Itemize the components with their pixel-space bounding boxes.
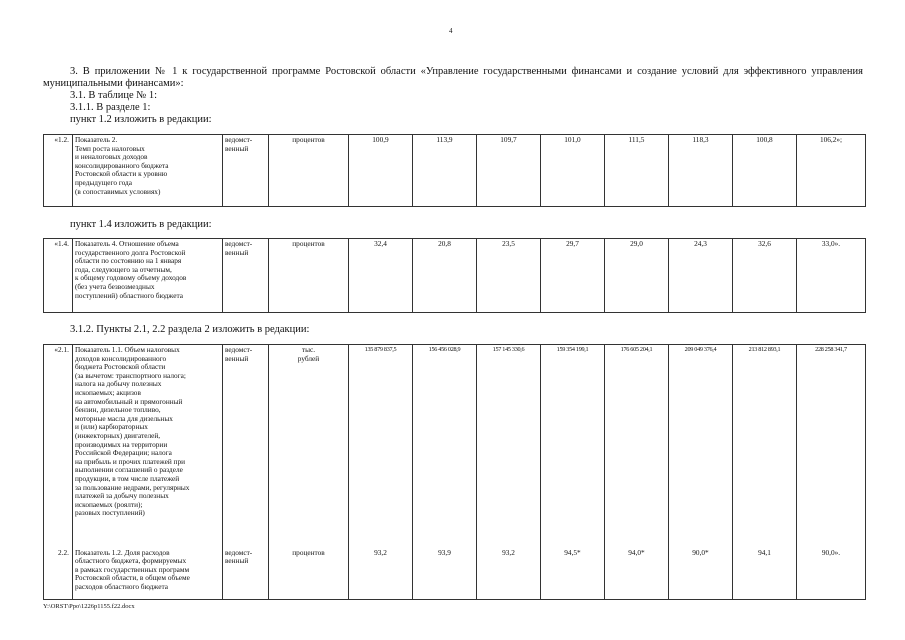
value-cell: 93,9 <box>413 548 477 600</box>
value-cell: 23,5 <box>477 239 541 313</box>
value-cell: 101,0 <box>541 135 605 207</box>
value-cell: 94,1 <box>733 548 797 600</box>
indicator-unit: процентов <box>269 548 349 600</box>
value-cell: 209 049 376,4 <box>669 345 733 548</box>
paragraph-3-1-2: 3.1.2. Пункты 2.1, 2.2 раздела 2 изложить в редакции: <box>70 324 310 335</box>
value-cell: 90,0* <box>669 548 733 600</box>
page-number: 4 <box>449 27 453 35</box>
indicator-name: Показатель 1.2. Доля расходов областного бюджета, формируемых в рамках государственных программ Ростовской области, в общем объеме расходов областного бюджета <box>73 548 223 600</box>
table-row <box>44 135 866 207</box>
value-cell: 29,0 <box>605 239 669 313</box>
value-cell: 33,0». <box>797 239 866 313</box>
value-cell: 90,0». <box>797 548 866 600</box>
indicator-type: ведомст- венный <box>223 239 269 313</box>
paragraph-3-1: 3.1. В таблице № 1: <box>70 90 158 101</box>
indicator-unit: процентов <box>269 239 349 313</box>
value-cell: 159 354 199,1 <box>541 345 605 548</box>
value-cell: 100,8 <box>733 135 797 207</box>
value-cell: 94,5* <box>541 548 605 600</box>
value-cell: 29,7 <box>541 239 605 313</box>
table-row <box>44 345 866 548</box>
value-cell: 113,9 <box>413 135 477 207</box>
row-index: 2.2. <box>44 548 73 600</box>
indicator-type: ведомст- венный <box>223 548 269 600</box>
indicator-name: Показатель 2. Темп роста налоговых и неналоговых доходов консолидированного бюджета Ростовской области к уровню предыдущего года (в сопоставимых условиях) <box>73 135 223 207</box>
value-cell: 109,7 <box>477 135 541 207</box>
table-section-2 <box>43 344 866 600</box>
indicator-type: ведомст- венный <box>223 135 269 207</box>
paragraph-item-1-4: пункт 1.4 изложить в редакции: <box>70 219 212 230</box>
indicator-unit: тыс. рублей <box>269 345 349 548</box>
indicator-unit: процентов <box>269 135 349 207</box>
row-index: «1.4. <box>44 239 73 313</box>
value-cell: 100,9 <box>349 135 413 207</box>
value-cell: 135 879 837,5 <box>349 345 413 548</box>
value-cell: 118,3 <box>669 135 733 207</box>
value-cell: 94,0* <box>605 548 669 600</box>
value-cell: 93,2 <box>477 548 541 600</box>
row-index: «1.2. <box>44 135 73 207</box>
intro-paragraph: 3. В приложении № 1 к государственной программе Ростовской области «Управление государственными финансами и создание условий для эффективного управления муниципальными финансами»: <box>43 66 863 89</box>
indicator-name: Показатель 4. Отношение объема государственного долга Ростовской области по состоянию на 1 января года, следующего за отчетным, к общему годовому объему доходов (без учета безвозмездных поступлений) областного бюджета <box>73 239 223 313</box>
value-cell: 156 456 028,9 <box>413 345 477 548</box>
value-cell: 157 145 330,6 <box>477 345 541 548</box>
value-cell: 32,4 <box>349 239 413 313</box>
paragraph-item-1-2: пункт 1.2 изложить в редакции: <box>70 114 212 125</box>
value-cell: 32,6 <box>733 239 797 313</box>
value-cell: 228 258 341,7 <box>797 345 866 548</box>
table-row <box>44 548 866 600</box>
paragraph-3-1-1: 3.1.1. В разделе 1: <box>70 102 151 113</box>
indicator-name: Показатель 1.1. Объем налоговых доходов консолидированного бюджета Ростовской области (за вычетом: транспортного налога; налога на добычу полезных ископаемых; акцизов на автомобильный и прямогонный бензин, дизельное топливо, моторные масла для дизельных и (или) карбюраторных (инжекторных) двигателей, производимых на территории Российской Федерации; налога на прибыль и прочих платежей при выполнении соглашений о разделе продукции, в том числе платежей за пользование недрами, регулярных платежей за добычу полезных ископаемых (роялти); разовых поступлений) <box>73 345 223 548</box>
table-row <box>44 239 866 313</box>
table-row-1-2 <box>43 134 866 207</box>
value-cell: 111,5 <box>605 135 669 207</box>
value-cell: 20,8 <box>413 239 477 313</box>
table-row-1-4 <box>43 238 866 313</box>
row-index: «2.1. <box>44 345 73 548</box>
value-cell: 176 605 204,1 <box>605 345 669 548</box>
value-cell: 106,2»; <box>797 135 866 207</box>
value-cell: 213 812 893,1 <box>733 345 797 548</box>
value-cell: 93,2 <box>349 548 413 600</box>
file-path-footer: Y:\ORST\Ppo\1226p1155.f22.docx <box>43 603 135 610</box>
value-cell: 24,3 <box>669 239 733 313</box>
indicator-type: ведомст- венный <box>223 345 269 548</box>
